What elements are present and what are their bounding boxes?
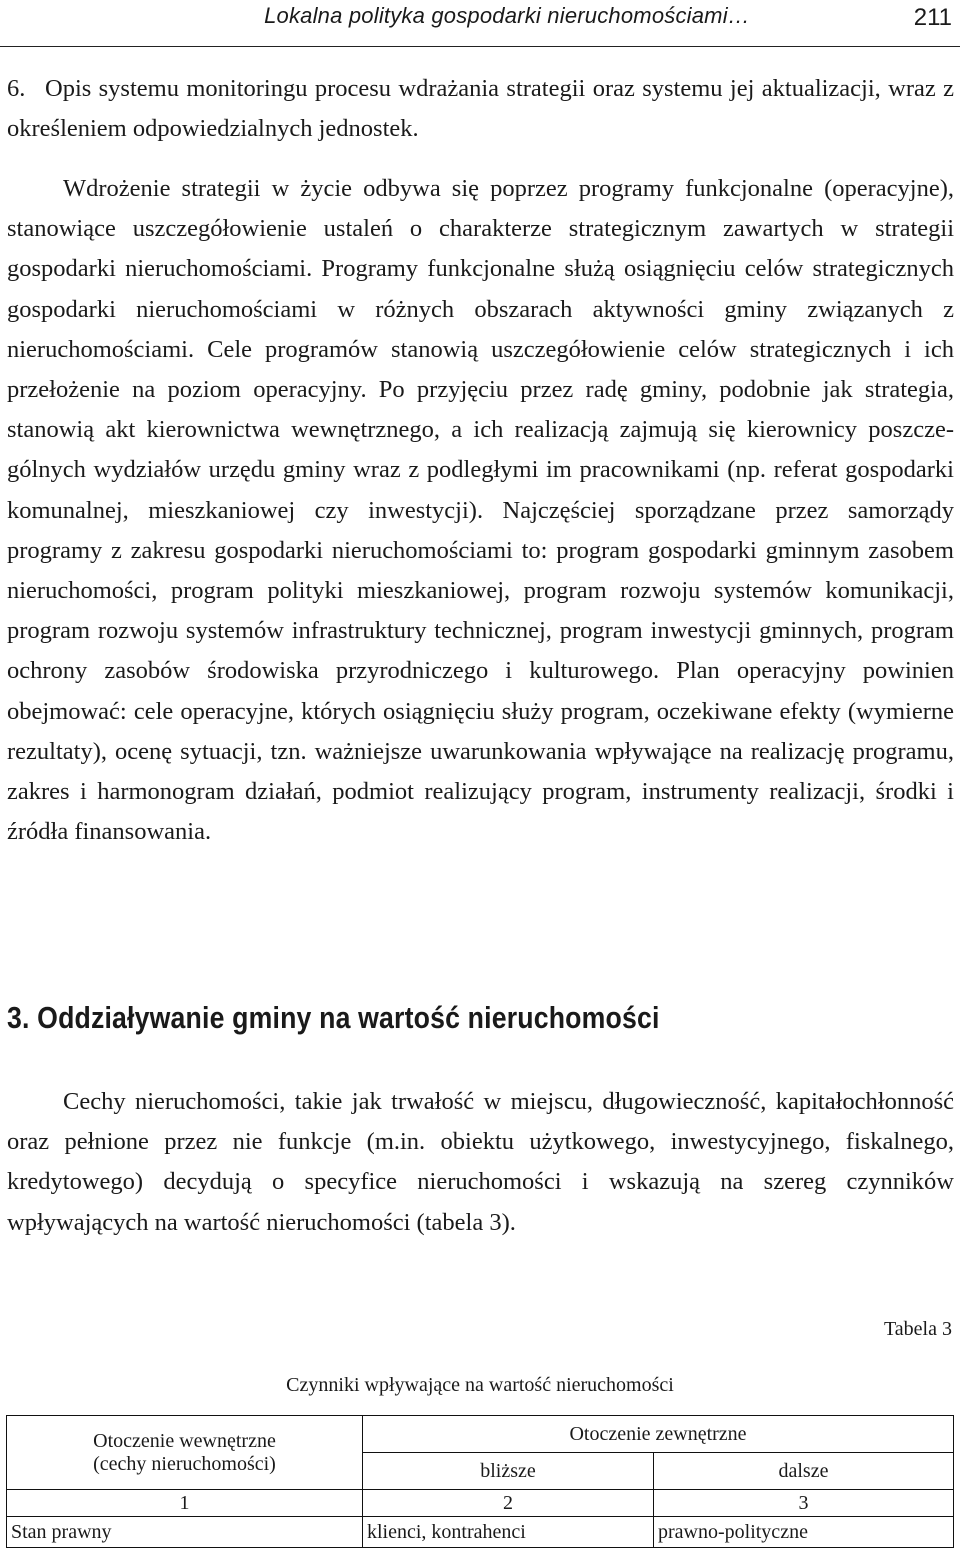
- table-title-text: Czynniki wpływające na wartość nieruchomości: [286, 1374, 674, 1396]
- col-number-2: 2: [363, 1490, 654, 1517]
- header-internal: Otoczenie wewnętrzne (cechy nieruchomości): [7, 1416, 363, 1490]
- header-closer: bliższe: [363, 1453, 654, 1490]
- table-cell: Stan prawny: [7, 1517, 363, 1548]
- running-header-title: Lokalna polityka gospodarki nieruchomościami…: [264, 3, 750, 28]
- section-3-heading: 3. Oddziaływanie gminy na wartość nieruchomości: [7, 1000, 660, 1035]
- col-number-3: 3: [654, 1490, 954, 1517]
- header-further: dalsze: [654, 1453, 954, 1490]
- page-number: 211: [913, 4, 952, 31]
- paragraph-features: Cechy nieruchomości, takie jak trwałość w miejscu, długowieczność, kapitałochłonność oraz pełnione przez nie funkcje (m.in. obiektu użytkowego, inwestycyjnego, fiskalnego, kredytowego) decydują o specyfice nieruchomości i wskazują na szereg czynników wpływających na wartość nieruchomości (tabela 3).: [7, 1088, 954, 1236]
- section-6-number: 6.: [7, 75, 26, 102]
- section-6-item: [7, 69, 954, 149]
- paragraph-implementation: Wdrożenie strategii w życie odbywa się poprzez programy funkcjonalne (operacyjne), stanowiące uszczegółowienie ustaleń o charakterze strategicznym zawartych w strategii gospodarki nieruchomościami. Programy funkcjonalne służą osiągnięciu celów strategicznych gospodarki nieruchomościami w różnych obszarach aktywności gminy związanych z nieruchomościami. Cele programów stanowią uszczegółowienie celów strategicznych i ich przełożenie na poziom operacyjny. Po przyjęciu przez radę gminy, podobnie jak strategia, stanowią akt kierownictwa wewnętrznego, a ich realizacją zajmują się kierownicy poszczególnych wydziałów urzędu gminy wraz z podległymi im pracownikami (np. referat gospodarki komunalnej, mieszkaniowej czy inwestycji). Najczęściej sporządzane przez samorządy programy z zakresu gospodarki nieruchomościami to: program gospodarki gminnym zasobem nieruchomości, program polityki mieszkaniowej, program rozwoju systemów komunikacji, program rozwoju systemów infrastruktury technicznej, program inwestycji gminnych, program ochrony zasobów środowiska przyrodniczego i kulturowego. Plan operacyjny powinien obejmować: cele operacyjne, których osiągnięciu służy program, oczekiwane efekty (wymierne rezultaty), ocenę sytuacji, tzn. ważniejsze uwarunkowania wpływające na realizację programu, zakres i harmonogram działań, podmiot realizujący program, instrumenty realizacji, środki i źródła finansowania.: [7, 175, 954, 846]
- factors-table: [6, 1415, 954, 1548]
- table-label: Tabela 3: [883, 1318, 952, 1340]
- running-header: [0, 0, 960, 47]
- table-cell: prawno-polityczne: [654, 1517, 954, 1548]
- section-6-text: Opis systemu monitoringu procesu wdrażania strategii oraz systemu jej aktualizacji, wraz z określeniem odpowiedzialnych jednostek.: [7, 75, 954, 143]
- table-row: [7, 1517, 954, 1548]
- header-external: Otoczenie zewnętrzne: [363, 1416, 954, 1453]
- col-number-1: 1: [7, 1490, 363, 1517]
- table-number-row: [7, 1490, 954, 1517]
- table-header-row: [7, 1416, 954, 1453]
- table-cell: klienci, kontrahenci: [363, 1517, 654, 1548]
- table-title: [0, 1374, 960, 1397]
